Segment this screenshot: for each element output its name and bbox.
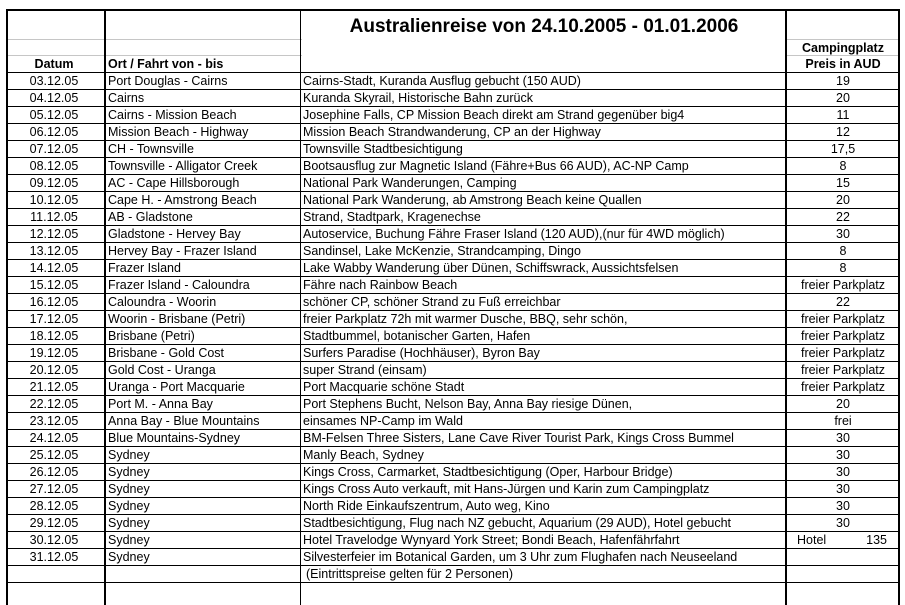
date-cell: 28.12.05 xyxy=(29,499,79,513)
price-cell: 30 xyxy=(836,431,850,445)
price-label: Hotel xyxy=(797,533,827,547)
price-cell: 30 xyxy=(836,448,850,462)
price-cell: 30 xyxy=(836,482,850,496)
desc-cell: Hotel Travelodge Wynyard York Street; Bondi Beach, Hafenfährfahrt xyxy=(303,533,680,547)
ort-cell: Uranga - Port Macquarie xyxy=(108,380,245,394)
ort-cell: AC - Cape Hillsborough xyxy=(108,176,240,190)
row-divider xyxy=(6,531,899,532)
row-divider xyxy=(6,9,899,11)
row-divider xyxy=(6,378,899,379)
ort-cell: Townsville - Alligator Creek xyxy=(108,159,258,173)
row-divider xyxy=(6,123,899,124)
row-divider xyxy=(6,174,899,175)
date-cell: 12.12.05 xyxy=(29,227,79,241)
row-divider xyxy=(6,293,899,294)
date-cell: 06.12.05 xyxy=(29,125,79,139)
row-divider xyxy=(6,276,899,277)
price-cell: 11 xyxy=(836,108,850,122)
row-divider xyxy=(6,140,899,141)
row-divider xyxy=(6,514,899,515)
price-cell: 20 xyxy=(836,193,850,207)
ort-cell: Port Douglas - Cairns xyxy=(108,74,228,88)
date-cell: 23.12.05 xyxy=(29,414,79,428)
date-cell: 16.12.05 xyxy=(29,295,79,309)
price-cell xyxy=(789,532,897,549)
desc-cell: BM-Felsen Three Sisters, Lane Cave River Tourist Park, Kings Cross Bummel xyxy=(303,431,734,445)
row-divider xyxy=(6,157,899,158)
desc-cell: Sandinsel, Lake McKenzie, Strandcamping, Dingo xyxy=(303,244,581,258)
row-divider xyxy=(6,259,899,260)
desc-cell: Silvesterfeier im Botanical Garden, um 3 Uhr zum Flughafen nach Neuseeland xyxy=(303,550,738,564)
row-divider xyxy=(6,412,899,413)
row-divider xyxy=(6,446,899,447)
row-divider xyxy=(6,39,302,40)
ort-cell: Sydney xyxy=(108,482,150,496)
price-cell: frei xyxy=(834,414,852,428)
row-divider xyxy=(6,463,899,464)
ort-cell: Blue Mountains-Sydney xyxy=(108,431,241,445)
desc-cell: Manly Beach, Sydney xyxy=(303,448,424,462)
date-cell: 20.12.05 xyxy=(29,363,79,377)
desc-cell: super Strand (einsam) xyxy=(303,363,427,377)
ort-cell: Sydney xyxy=(108,550,150,564)
ort-cell: Frazer Island - Caloundra xyxy=(108,278,250,292)
price-cell: freier Parkplatz xyxy=(800,346,886,360)
desc-cell: Stadtbummel, botanischer Garten, Hafen xyxy=(303,329,531,343)
row-divider xyxy=(6,208,899,209)
column-divider xyxy=(785,9,787,605)
date-cell: 05.12.05 xyxy=(29,108,79,122)
ort-cell: Cairns xyxy=(108,91,145,105)
desc-cell: National Park Wanderungen, Camping xyxy=(303,176,517,190)
price-cell: freier Parkplatz xyxy=(800,278,886,292)
row-divider xyxy=(6,344,899,345)
desc-cell: Mission Beach Strandwanderung, CP an der Highway xyxy=(303,125,601,139)
row-divider xyxy=(6,225,899,226)
price-cell: 30 xyxy=(836,516,850,530)
row-divider xyxy=(6,480,899,481)
price-cell: 8 xyxy=(839,261,847,275)
column-divider xyxy=(104,9,106,605)
price-cell xyxy=(789,549,897,566)
date-cell: 29.12.05 xyxy=(29,516,79,530)
ort-cell: Sydney xyxy=(108,499,150,513)
ort-cell: Sydney xyxy=(108,448,150,462)
price-cell: freier Parkplatz xyxy=(800,363,886,377)
desc-cell: Lake Wabby Wanderung über Dünen, Schiffswrack, Aussichtsfelsen xyxy=(303,261,679,275)
desc-cell: North Ride Einkaufszentrum, Auto weg, Kino xyxy=(303,499,550,513)
row-divider xyxy=(6,327,899,328)
ort-cell: AB - Gladstone xyxy=(108,210,193,224)
ort-cell: Sydney xyxy=(108,516,150,530)
row-divider xyxy=(6,497,899,498)
desc-cell: freier Parkplatz 72h mit warmer Dusche, BBQ, sehr schön, xyxy=(303,312,628,326)
ort-cell: Port M. - Anna Bay xyxy=(108,397,213,411)
ort-cell: Brisbane (Petri) xyxy=(108,329,195,343)
row-divider xyxy=(6,395,899,396)
desc-cell: schöner CP, schöner Strand zu Fuß erreichbar xyxy=(303,295,561,309)
date-cell: 17.12.05 xyxy=(29,312,79,326)
desc-cell: Bootsausflug zur Magnetic Island (Fähre+Bus 66 AUD), AC-NP Camp xyxy=(303,159,689,173)
date-cell: 13.12.05 xyxy=(29,244,79,258)
row-divider xyxy=(6,565,899,566)
price-cell: 12 xyxy=(836,125,850,139)
ort-cell: Mission Beach - Highway xyxy=(108,125,249,139)
row-divider xyxy=(6,72,899,73)
price-cell: 22 xyxy=(836,295,850,309)
date-cell: 11.12.05 xyxy=(30,210,78,224)
column-divider xyxy=(898,9,900,605)
ort-cell: Woorin - Brisbane (Petri) xyxy=(108,312,246,326)
price-cell: 30 xyxy=(836,499,850,513)
desc-cell: Fähre nach Rainbow Beach xyxy=(303,278,458,292)
ort-cell: Hervey Bay - Frazer Island xyxy=(108,244,257,258)
price-cell: 8 xyxy=(839,244,847,258)
column-divider xyxy=(6,9,8,605)
desc-cell: Stadtbesichtigung, Flug nach NZ gebucht, Aquarium (29 AUD), Hotel gebucht xyxy=(303,516,732,530)
row-divider xyxy=(786,39,899,40)
row-divider xyxy=(6,429,899,430)
ort-cell: Gladstone - Hervey Bay xyxy=(108,227,241,241)
date-cell: 30.12.05 xyxy=(29,533,79,547)
date-cell: 18.12.05 xyxy=(29,329,79,343)
date-cell: 24.12.05 xyxy=(29,431,79,445)
date-cell: 04.12.05 xyxy=(29,91,79,105)
price-cell: 17,5 xyxy=(830,142,856,156)
ort-cell: Frazer Island xyxy=(108,261,181,275)
desc-cell: Port Macquarie schöne Stadt xyxy=(303,380,465,394)
desc-cell: einsames NP-Camp im Wald xyxy=(303,414,463,428)
row-divider xyxy=(6,106,899,107)
date-cell: 08.12.05 xyxy=(29,159,79,173)
date-cell: 31.12.05 xyxy=(29,550,79,564)
price-cell: 15 xyxy=(836,176,850,190)
row-divider xyxy=(6,582,899,583)
desc-cell: National Park Wanderung, ab Amstrong Beach keine Quallen xyxy=(303,193,642,207)
date-cell: 14.12.05 xyxy=(29,261,79,275)
price-cell: freier Parkplatz xyxy=(800,312,886,326)
date-cell: 10.12.05 xyxy=(29,193,79,207)
row-divider xyxy=(6,191,899,192)
desc-cell: Kuranda Skyrail, Historische Bahn zurück xyxy=(303,91,533,105)
row-divider xyxy=(6,361,899,362)
date-cell: 27.12.05 xyxy=(29,482,79,496)
date-cell: 09.12.05 xyxy=(29,176,79,190)
date-cell: 21.12.05 xyxy=(29,380,79,394)
row-divider xyxy=(6,310,899,311)
price-cell: 20 xyxy=(836,91,850,105)
row-divider xyxy=(6,89,899,90)
desc-cell: Autoservice, Buchung Fähre Fraser Island (120 AUD),(nur für 4WD möglich) xyxy=(303,227,725,241)
date-cell: 26.12.05 xyxy=(29,465,79,479)
price-cell: freier Parkplatz xyxy=(800,329,886,343)
date-cell: 03.12.05 xyxy=(29,74,79,88)
desc-cell: Strand, Stadtpark, Kragenechse xyxy=(303,210,481,224)
ort-cell: CH - Townsville xyxy=(108,142,194,156)
date-cell: 25.12.05 xyxy=(29,448,79,462)
price-cell: 30 xyxy=(836,465,850,479)
row-divider xyxy=(6,548,899,549)
price-cell: 20 xyxy=(836,397,850,411)
row-divider xyxy=(6,242,899,243)
footnote: (Eintrittspreise gelten für 2 Personen) xyxy=(306,567,514,581)
desc-cell: Surfers Paradise (Hochhäuser), Byron Bay xyxy=(303,346,540,360)
ort-cell: Sydney xyxy=(108,465,150,479)
ort-cell: Sydney xyxy=(108,533,150,547)
header-camping: Campingplatz xyxy=(802,41,884,55)
sheet-title: Australienreise von 24.10.2005 - 01.01.2006 xyxy=(349,16,739,37)
ort-cell: Cairns - Mission Beach xyxy=(108,108,237,122)
ort-cell: Brisbane - Gold Cost xyxy=(108,346,225,360)
price-value: 135 xyxy=(866,533,887,547)
price-cell: 8 xyxy=(839,159,847,173)
date-cell: 15.12.05 xyxy=(29,278,79,292)
price-cell: 19 xyxy=(836,74,850,88)
price-cell: freier Parkplatz xyxy=(800,380,886,394)
desc-cell: Port Stephens Bucht, Nelson Bay, Anna Bay riesige Dünen, xyxy=(303,397,633,411)
desc-cell: Kings Cross, Carmarket, Stadtbesichtigung (Oper, Harbour Bridge) xyxy=(303,465,673,479)
header-datum: Datum xyxy=(34,57,74,71)
desc-cell: Townsville Stadtbesichtigung xyxy=(303,142,463,156)
date-cell: 22.12.05 xyxy=(29,397,79,411)
price-cell: 30 xyxy=(836,227,850,241)
desc-cell: Josephine Falls, CP Mission Beach direkt am Strand gegenüber big4 xyxy=(303,108,685,122)
desc-cell: Kings Cross Auto verkauft, mit Hans-Jürgen und Karin zum Campingplatz xyxy=(303,482,710,496)
price-cell: 22 xyxy=(836,210,850,224)
date-cell: 19.12.05 xyxy=(29,346,79,360)
desc-cell: Cairns-Stadt, Kuranda Ausflug gebucht (150 AUD) xyxy=(303,74,581,88)
row-divider xyxy=(6,55,302,56)
ort-cell: Gold Cost - Uranga xyxy=(108,363,216,377)
header-ort: Ort / Fahrt von - bis xyxy=(108,57,224,71)
date-cell: 07.12.05 xyxy=(29,142,79,156)
header-price: Preis in AUD xyxy=(805,57,881,71)
column-divider xyxy=(300,9,301,605)
ort-cell: Caloundra - Woorin xyxy=(108,295,217,309)
ort-cell: Anna Bay - Blue Mountains xyxy=(108,414,260,428)
row-divider xyxy=(786,55,899,56)
ort-cell: Cape H. - Amstrong Beach xyxy=(108,193,257,207)
